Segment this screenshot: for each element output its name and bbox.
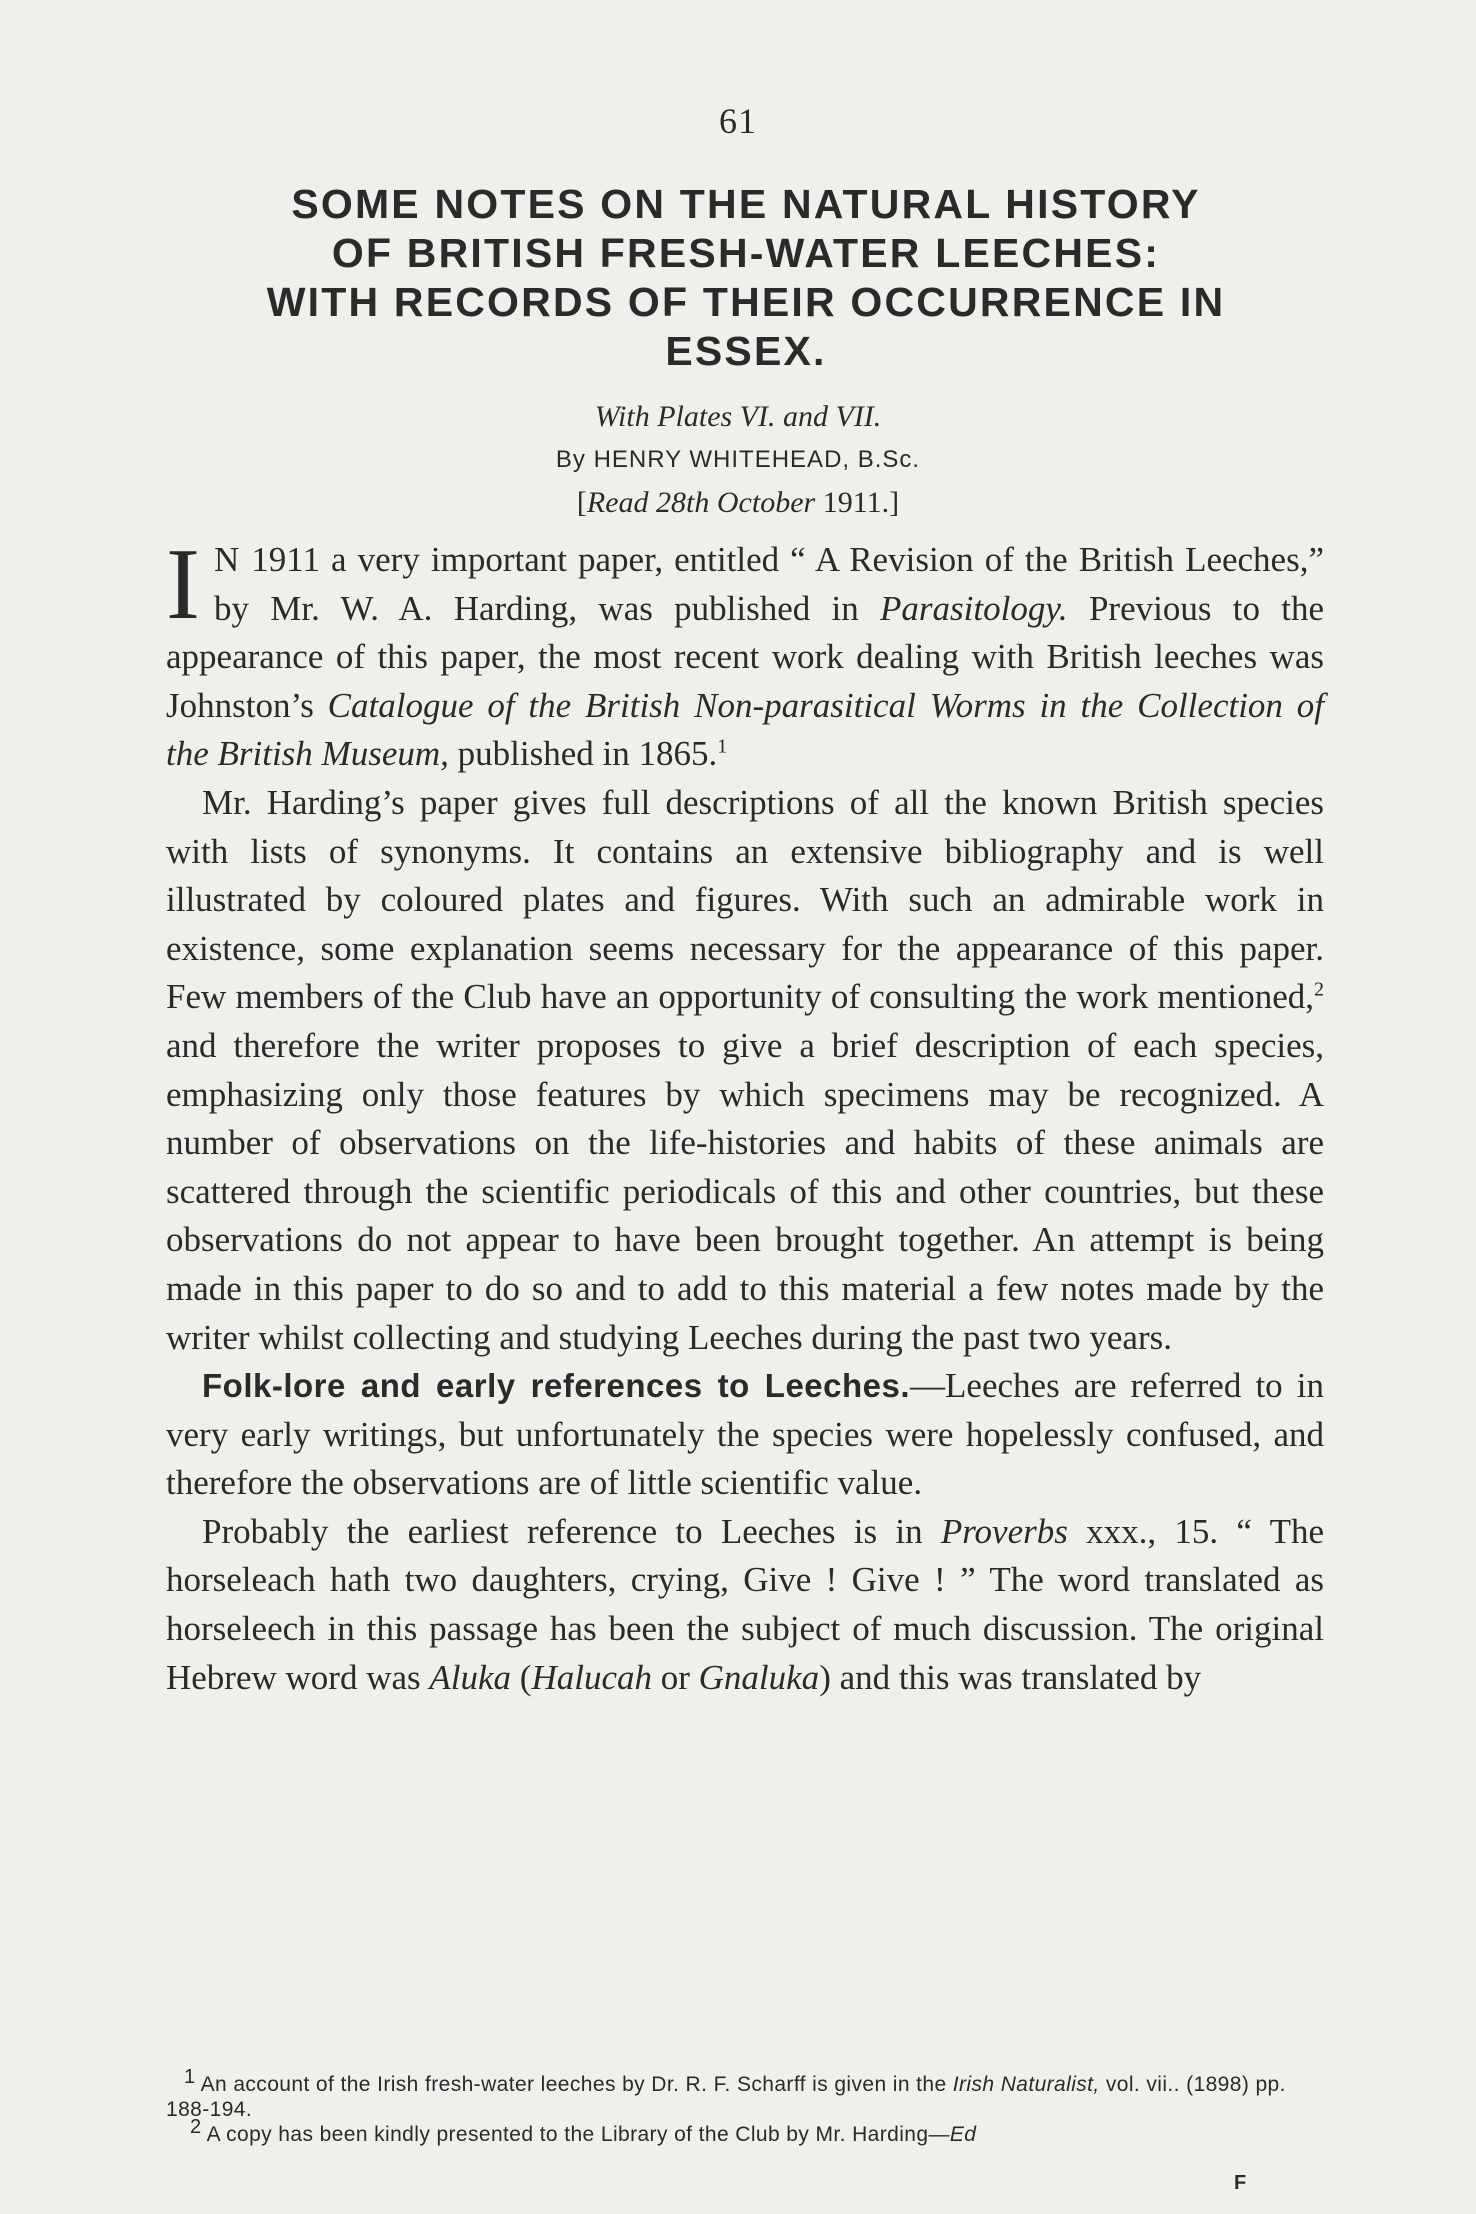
footnote-editor: Ed xyxy=(949,2123,977,2146)
article-title xyxy=(166,180,1326,376)
read-year: 1911.] xyxy=(815,486,900,519)
text-run: xxx., 15. “ The horseleach hath two daughters, crying, Give ! Give ! ” The word translated as horseleech in this passage has been the subject of much discussion. The original Hebrew word was xyxy=(166,1511,1324,1697)
footnotes xyxy=(166,2066,1324,2147)
paragraph-harding xyxy=(166,779,1324,1362)
text-run: Probably the earliest reference to Leeches is in xyxy=(202,1511,941,1551)
title-line: SOME NOTES ON THE NATURAL HISTORY xyxy=(291,181,1201,227)
page-number: 61 xyxy=(719,101,757,141)
text-run: ( xyxy=(511,1657,532,1697)
section-heading: Folk-lore and early references to Leeches. xyxy=(202,1367,911,1405)
footnote-text: vol. vii.. (1898) pp. 188-194. xyxy=(166,2073,1286,2121)
first-letter-rest: N xyxy=(213,540,241,579)
title-line: WITH RECORDS OF THEIR OCCURRENCE IN xyxy=(266,279,1226,325)
author-byline: By HENRY WHITEHEAD, B.Sc. xyxy=(555,446,921,473)
text-run: or xyxy=(651,1657,699,1697)
text-run: 1911 a very important paper, entitled “ A Revision of the British Leeches,” by Mr. W. A. Harding, was published in xyxy=(213,540,1324,628)
article-body xyxy=(166,528,1325,1702)
text-run: Previous to the appearance of this paper, the most recent work dealing with British leeches was Johnston’s xyxy=(166,588,1325,725)
paragraph-proverbs xyxy=(166,1508,1324,1702)
drop-cap: I xyxy=(166,528,200,641)
catalogue-title: Catalogue of the British Non-parasitical Worms in the Collection of the British Museum, xyxy=(166,685,1324,774)
hebrew-word: Aluka xyxy=(429,1657,512,1697)
hebrew-word: Gnaluka xyxy=(698,1657,820,1697)
footnote-marker: 2 xyxy=(190,2116,202,2138)
paragraph-intro xyxy=(166,528,1325,779)
text-run: ) and this was translated by xyxy=(819,1657,1202,1697)
title-line: OF BRITISH FRESH-WATER LEECHES: xyxy=(331,230,1161,276)
hebrew-word: Halucah xyxy=(531,1657,652,1697)
text-run: and therefore the writer proposes to give a brief description of each species, emphasizing only those features by which specimens may be recognized. A number of observations on the life-histories and habits of these animals are scattered through the scientific periodicals of this and other countries, but these observations do not appear to have been brought together. An attempt is being made in this paper to do so and to add to this material a few notes made by the writer whilst collecting and studying Leeches during the past two years. xyxy=(166,1025,1324,1357)
footnote-ref: 1 xyxy=(717,735,728,758)
footnote-2 xyxy=(166,2116,1324,2147)
footnote-marker: 1 xyxy=(184,2066,196,2088)
read-date-italic: Read 28th October xyxy=(586,486,816,519)
footnote-ref: 2 xyxy=(1314,978,1324,1001)
journal-title: Parasitology. xyxy=(880,588,1068,628)
read-date xyxy=(0,486,1476,520)
signature-mark: F xyxy=(1234,2172,1247,2194)
paragraph-folklore xyxy=(166,1362,1324,1508)
footnote-journal: Irish Naturalist, xyxy=(952,2073,1100,2096)
text-run: —Leeches are referred to in very early writings, but unfortunately the species were hopelessly confused, and therefore the observations are of little scientific value. xyxy=(166,1366,1324,1503)
footnote-text: A copy has been kindly presented to the Library of the Club by Mr. Harding— xyxy=(201,2123,950,2146)
plates-note: With Plates VI. and VII. xyxy=(594,400,882,433)
footnote-text: An account of the Irish fresh-water leeches by Dr. R. F. Scharff is given in the xyxy=(195,2073,953,2096)
footnote-1 xyxy=(166,2066,1324,2122)
title-line: ESSEX. xyxy=(665,328,827,374)
text-run: Mr. Harding’s paper gives full descriptions of all the known British species with lists of synonyms. It contains an extensive bibliography and is well illustrated by coloured plates and figures. With such an admirable work in existence, some explanation seems necessary for the appearance of this paper. Few members of the Club have an opportunity of consulting the work mentioned, xyxy=(166,782,1324,1017)
read-bracket: [ xyxy=(576,486,587,519)
text-run: published in 1865. xyxy=(448,734,718,774)
book-reference: Proverbs xyxy=(940,1511,1068,1551)
